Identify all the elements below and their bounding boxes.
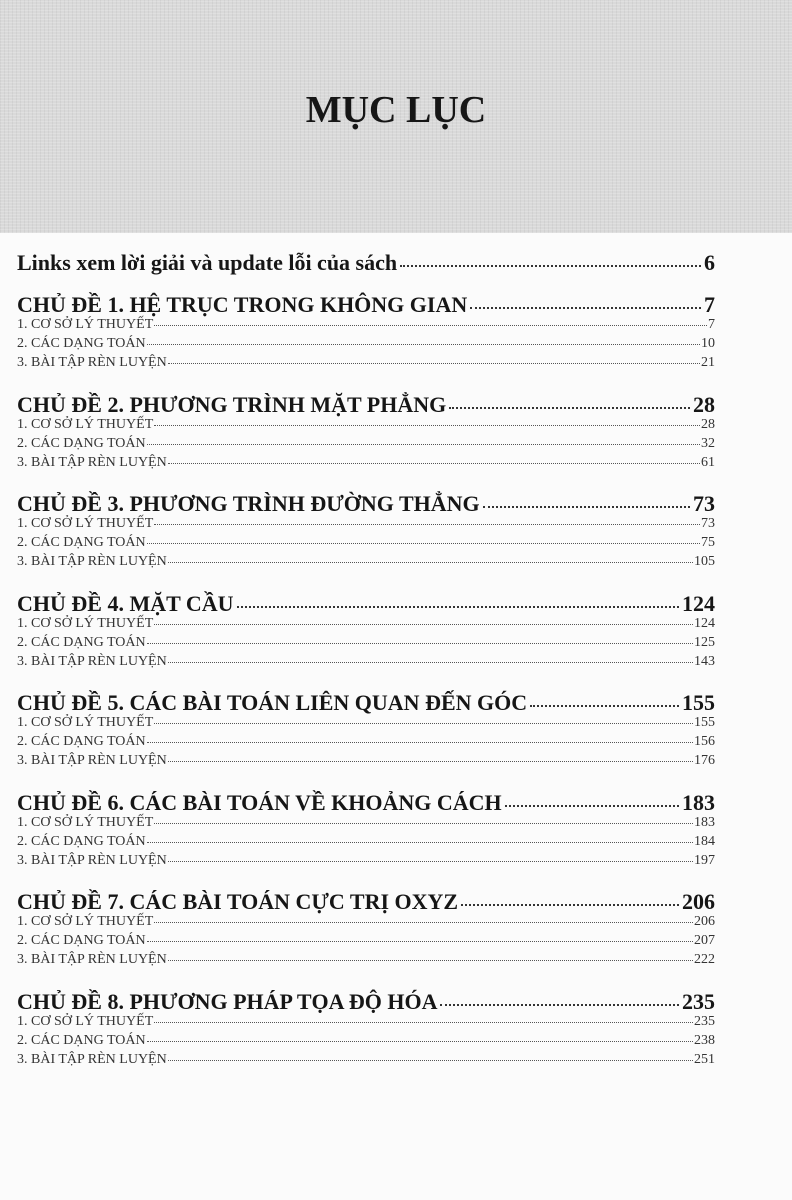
entry-page: 124	[682, 590, 715, 616]
toc-subentry[interactable]	[17, 417, 715, 433]
entry-label: 3. BÀI TẬP RÈN LUYỆN	[17, 1051, 167, 1067]
entry-page: 10	[701, 336, 715, 351]
toc-subentry[interactable]	[17, 1033, 715, 1049]
dot-leader	[154, 922, 693, 923]
entry-label: CHỦ ĐỀ 6. CÁC BÀI TOÁN VỀ KHOẢNG CÁCH	[17, 789, 502, 815]
entry-page: 21	[701, 355, 715, 370]
entry-page: 251	[694, 1051, 715, 1067]
entry-page: 105	[694, 554, 715, 569]
toc-subentry[interactable]	[17, 753, 715, 769]
dot-leader	[154, 624, 693, 625]
entry-label: 1. CƠ SỞ LÝ THUYẾT	[17, 715, 154, 730]
dot-leader	[168, 1060, 693, 1061]
title-banner	[0, 0, 792, 233]
entry-page: 61	[701, 454, 715, 470]
toc-subentry[interactable]	[17, 734, 715, 750]
entry-page: 207	[694, 933, 715, 948]
entry-page: 7	[704, 292, 715, 317]
entry-page: 206	[694, 914, 715, 929]
entry-label: 3. BÀI TẬP RÈN LUYỆN	[17, 952, 167, 967]
dot-leader	[147, 941, 693, 942]
dot-leader	[147, 344, 700, 345]
dot-leader	[147, 643, 693, 644]
entry-page: 73	[701, 516, 715, 531]
entry-page: 143	[694, 653, 715, 669]
dot-leader	[168, 562, 693, 563]
entry-label: 1. CƠ SỞ LÝ THUYẾT	[17, 814, 154, 830]
dot-leader	[470, 307, 701, 309]
dot-leader	[168, 761, 693, 762]
dot-leader	[461, 904, 679, 906]
toc-subentry[interactable]	[17, 554, 715, 570]
entry-label: 3. BÀI TẬP RÈN LUYỆN	[17, 554, 167, 569]
dot-leader	[168, 662, 693, 663]
entry-label: 1. CƠ SỞ LÝ THUYẾT	[17, 416, 154, 432]
toc-subentry[interactable]	[17, 616, 715, 632]
toc-subentry[interactable]	[17, 355, 715, 371]
entry-label: CHỦ ĐỀ 3. PHƯƠNG TRÌNH ĐƯỜNG THẲNG	[17, 491, 480, 516]
entry-page: 222	[694, 952, 715, 967]
entry-page: 73	[693, 491, 715, 516]
entry-label: 1. CƠ SỞ LÝ THUYẾT	[17, 516, 154, 531]
toc-subentry[interactable]	[17, 933, 715, 949]
toc-subentry[interactable]	[17, 853, 715, 869]
toc-chapter-7[interactable]	[17, 889, 715, 915]
entry-page: 156	[694, 734, 715, 749]
dot-leader	[168, 960, 693, 961]
entry-label: 1. CƠ SỞ LÝ THUYẾT	[17, 615, 154, 631]
entry-page: 206	[682, 889, 715, 914]
entry-label: 3. BÀI TẬP RÈN LUYỆN	[17, 355, 167, 370]
entry-label: CHỦ ĐỀ 2. PHƯƠNG TRÌNH MẶT PHẲNG	[17, 391, 447, 417]
dot-leader	[440, 1004, 679, 1006]
entry-label: 2. CÁC DẠNG TOÁN	[17, 634, 146, 650]
entry-label: 2. CÁC DẠNG TOÁN	[17, 734, 146, 749]
entry-page: 125	[694, 634, 715, 650]
dot-leader	[483, 506, 690, 508]
entry-page: 184	[694, 833, 715, 849]
dot-leader	[154, 1022, 693, 1023]
entry-label: 2. CÁC DẠNG TOÁN	[17, 535, 146, 550]
entry-page: 176	[694, 753, 715, 768]
dot-leader	[530, 705, 679, 707]
entry-label: 1. CƠ SỞ LÝ THUYẾT	[17, 317, 154, 332]
entry-page: 155	[694, 715, 715, 730]
dot-leader	[154, 723, 693, 724]
entry-label: CHỦ ĐỀ 8. PHƯƠNG PHÁP TỌA ĐỘ HÓA	[17, 988, 438, 1014]
toc-subentry[interactable]	[17, 815, 715, 831]
toc-chapter-5[interactable]	[17, 690, 715, 716]
entry-label: 3. BÀI TẬP RÈN LUYỆN	[17, 653, 167, 669]
toc-subentry[interactable]	[17, 535, 715, 551]
entry-page: 7	[708, 317, 715, 332]
entry-label: CHỦ ĐỀ 7. CÁC BÀI TOÁN CỰC TRỊ OXYZ	[17, 889, 459, 914]
entry-label: 2. CÁC DẠNG TOÁN	[17, 336, 146, 351]
toc-chapter-1[interactable]	[17, 292, 715, 318]
entry-label: CHỦ ĐỀ 1. HỆ TRỤC TRONG KHÔNG GIAN	[17, 292, 468, 317]
entry-page: 28	[693, 391, 715, 417]
toc-subentry[interactable]	[17, 436, 715, 452]
entry-label: 2. CÁC DẠNG TOÁN	[17, 833, 146, 849]
entry-page: 6	[704, 250, 715, 275]
entry-page: 183	[694, 814, 715, 830]
dot-leader	[154, 325, 707, 326]
toc-subentry[interactable]	[17, 715, 715, 731]
entry-page: 235	[694, 1013, 715, 1029]
entry-page: 32	[701, 435, 715, 451]
toc-subentry[interactable]	[17, 1014, 715, 1030]
toc-subentry[interactable]	[17, 336, 715, 352]
toc-entry-links[interactable]	[17, 250, 715, 276]
entry-label: 2. CÁC DẠNG TOÁN	[17, 435, 146, 451]
entry-label: 3. BÀI TẬP RÈN LUYỆN	[17, 753, 167, 768]
dot-leader	[168, 363, 700, 364]
dot-leader	[168, 463, 700, 464]
toc-subentry[interactable]	[17, 654, 715, 670]
entry-label: 1. CƠ SỞ LÝ THUYẾT	[17, 1013, 154, 1029]
toc-subentry[interactable]	[17, 1052, 715, 1068]
dot-leader	[168, 861, 693, 862]
toc-subentry[interactable]	[17, 914, 715, 930]
toc-chapter-3[interactable]	[17, 491, 715, 517]
entry-label: CHỦ ĐỀ 5. CÁC BÀI TOÁN LIÊN QUAN ĐẾN GÓC	[17, 690, 528, 715]
dot-leader	[147, 444, 700, 445]
entry-page: 28	[701, 416, 715, 432]
dot-leader	[154, 524, 700, 525]
entry-page: 235	[682, 988, 715, 1014]
entry-label: Links xem lời giải và update lỗi của sách	[17, 250, 398, 275]
entry-page: 183	[682, 789, 715, 815]
entry-page: 155	[682, 690, 715, 715]
toc-subentry[interactable]	[17, 455, 715, 471]
entry-label: 3. BÀI TẬP RÈN LUYỆN	[17, 852, 167, 868]
entry-label: 2. CÁC DẠNG TOÁN	[17, 1032, 146, 1048]
dot-leader	[147, 1041, 693, 1042]
dot-leader	[154, 823, 693, 824]
toc-subentry[interactable]	[17, 317, 715, 333]
dot-leader	[147, 842, 693, 843]
toc-chapter-8[interactable]	[17, 989, 715, 1015]
entry-label: 2. CÁC DẠNG TOÁN	[17, 933, 146, 948]
dot-leader	[400, 265, 701, 267]
page-title: MỤC LỤC	[305, 89, 487, 131]
toc-chapter-2[interactable]	[17, 392, 715, 418]
dot-leader	[154, 425, 700, 426]
entry-label: 1. CƠ SỞ LÝ THUYẾT	[17, 914, 154, 929]
entry-page: 75	[701, 535, 715, 550]
entry-label: 3. BÀI TẬP RÈN LUYỆN	[17, 454, 167, 470]
entry-label: CHỦ ĐỀ 4. MẶT CẦU	[17, 590, 234, 616]
entry-page: 197	[694, 852, 715, 868]
toc-chapter-6[interactable]	[17, 790, 715, 816]
dot-leader	[147, 543, 700, 544]
dot-leader	[147, 742, 693, 743]
entry-page: 238	[694, 1032, 715, 1048]
entry-page: 124	[694, 615, 715, 631]
dot-leader	[449, 407, 690, 409]
toc-subentry[interactable]	[17, 834, 715, 850]
toc-subentry[interactable]	[17, 516, 715, 532]
toc-subentry[interactable]	[17, 635, 715, 651]
dot-leader	[505, 805, 679, 807]
toc-chapter-4[interactable]	[17, 591, 715, 617]
dot-leader	[237, 606, 679, 608]
toc-subentry[interactable]	[17, 952, 715, 968]
